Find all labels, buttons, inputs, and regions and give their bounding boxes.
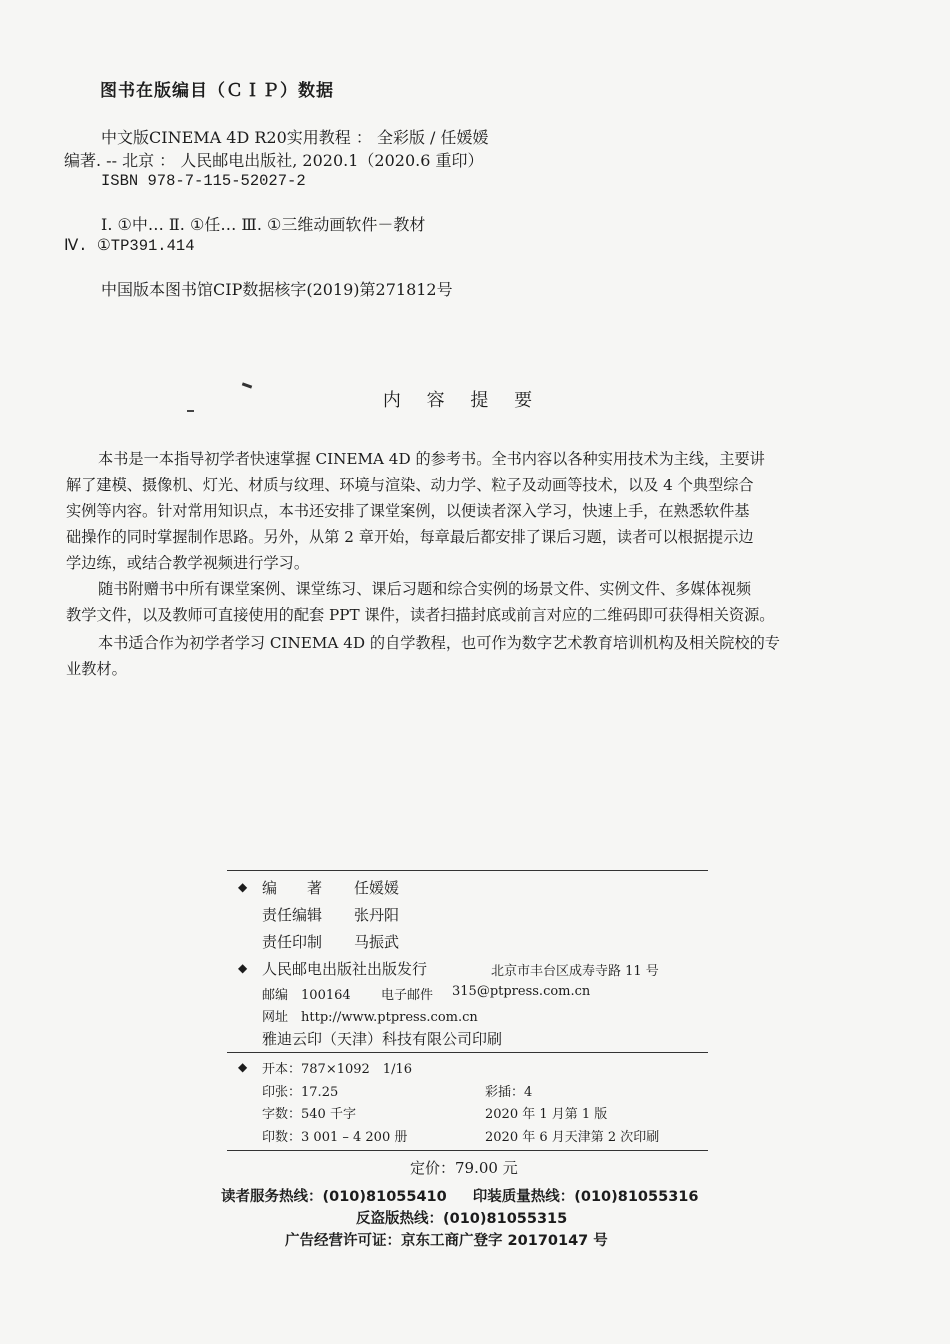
postcode-label: 邮编 xyxy=(262,988,289,1003)
summary-title: 内 容 提 要 xyxy=(382,390,543,411)
summary-line: 学边练，或结合教学视频进行学习。 xyxy=(66,554,309,572)
printer: 雅迪云印（天津）科技有限公司印刷 xyxy=(262,1030,503,1048)
postcode-line xyxy=(262,984,351,1003)
color-line xyxy=(485,1081,532,1100)
copies-value: 3 001 – 4 200 册 xyxy=(301,1130,408,1145)
web-line xyxy=(262,1006,478,1025)
summary-paragraph-2 xyxy=(66,576,860,628)
sheets-value: 17.25 xyxy=(301,1085,339,1100)
words-value: 540 千字 xyxy=(301,1107,356,1122)
format-value: 787×1092 1/16 xyxy=(301,1062,412,1077)
impression: 2020 年 6 月天津第 2 次印刷 xyxy=(485,1130,660,1145)
summary-line: 本书适合作为初学者学习 CINEMA 4D 的自学教程，也可作为数字艺术教育培训机构及相关院校的专 xyxy=(98,634,780,652)
hotline-line xyxy=(221,1185,698,1206)
author-label: 编 著 xyxy=(262,879,323,897)
editor-value: 张丹阳 xyxy=(354,906,400,924)
cip-classification-1: Ⅰ. ①中… Ⅱ. ①任… Ⅲ. ①三维动画软件－教材 xyxy=(101,215,426,234)
words-label: 字数： xyxy=(262,1107,302,1122)
copies-label: 印数： xyxy=(262,1130,302,1145)
summary-line: 实例等内容。针对常用知识点，本书还安排了课堂案例，以便读者深入学习，快速上手，在熟悉软件基 xyxy=(66,502,750,520)
cip-line-publisher: 编著. -- 北京 ： 人民邮电出版社, 2020.1（2020.6 重印） xyxy=(64,151,484,170)
publisher: 人民邮电出版社出版发行 xyxy=(262,960,428,978)
piracy-value: (010)81055315 xyxy=(443,1211,568,1227)
address: 北京市丰台区成寿寺路 11 号 xyxy=(491,964,659,979)
colophon-mid-rule xyxy=(227,1052,708,1053)
web-value: http://www.ptpress.com.cn xyxy=(301,1010,478,1025)
cip-title: 图书在版编目（ＣＩＰ）数据 xyxy=(100,81,334,101)
quality-label: 印装质量热线： xyxy=(472,1189,575,1205)
summary-line: 教学文件，以及教师可直接使用的配套 PPT 课件，读者扫描封底或前言对应的二维码即可获得相关资源。 xyxy=(66,606,775,624)
piracy-label: 反盗版热线： xyxy=(356,1211,443,1227)
format-label: 开本： xyxy=(262,1062,302,1077)
editor-label: 责任编辑 xyxy=(262,906,323,924)
cip-isbn: ISBN 978-7-115-52027-2 xyxy=(101,172,306,190)
format-line xyxy=(262,1058,412,1077)
price-line xyxy=(410,1157,518,1178)
email-label: 电子邮件 xyxy=(381,988,434,1003)
service-label: 读者服务热线： xyxy=(221,1189,323,1205)
author-value: 任媛媛 xyxy=(354,879,400,897)
printing-value: 马振武 xyxy=(354,933,400,951)
summary-line: 解了建模、摄像机、灯光、材质与纹理、环境与渲染、动力学、粒子及动画等技术，以及 4 个典型综合 xyxy=(66,476,754,494)
cip-check-number: 中国版本图书馆CIP数据核字(2019)第271812号 xyxy=(101,280,453,299)
color-label: 彩插： xyxy=(485,1085,525,1100)
service-value: (010)81055410 xyxy=(322,1189,447,1205)
summary-line: 本书是一本指导初学者快速掌握 CINEMA 4D 的参考书。全书内容以各种实用技术为主线，主要讲 xyxy=(98,450,765,468)
quality-value: (010)81055316 xyxy=(574,1189,699,1205)
piracy-line xyxy=(356,1207,567,1228)
cip-classification-2: Ⅳ. ①TP391.414 xyxy=(64,237,195,255)
web-label: 网址 xyxy=(262,1010,289,1025)
summary-line: 础操作的同时掌握制作思路。另外，从第 2 章开始，每章最后都安排了课后习题，读者可以根据提示边 xyxy=(66,528,754,546)
edition: 2020 年 1 月第 1 版 xyxy=(485,1107,608,1122)
summary-line: 业教材。 xyxy=(66,660,127,678)
email-value: 315@ptpress.com.cn xyxy=(452,984,591,999)
summary-paragraph-1 xyxy=(66,446,860,576)
words-line xyxy=(262,1103,356,1122)
bullet-icon: ◆ xyxy=(238,961,248,975)
ad-license-line xyxy=(285,1229,608,1250)
color-value: 4 xyxy=(524,1085,533,1100)
printing-label: 责任印制 xyxy=(262,933,323,951)
summary-paragraph-3 xyxy=(66,630,860,682)
colophon-top-rule xyxy=(227,870,708,871)
sheets-line xyxy=(262,1081,338,1100)
ad-license-value: 京东工商广登字 20170147 号 xyxy=(401,1233,608,1249)
postcode-value: 100164 xyxy=(301,988,351,1003)
bullet-icon: ◆ xyxy=(238,880,248,894)
price-value: 79.00 元 xyxy=(455,1159,518,1177)
copies-line xyxy=(262,1126,407,1145)
ad-license-label: 广告经营许可证： xyxy=(285,1233,401,1249)
summary-line: 随书附赠书中所有课堂案例、课堂练习、课后习题和综合实例的场景文件、实例文件、多媒体视频 xyxy=(98,580,752,598)
price-label: 定价： xyxy=(410,1159,456,1177)
cip-line-title: 中文版CINEMA 4D R20实用教程 ： 全彩版 / 任媛媛 xyxy=(101,128,489,147)
sheets-label: 印张： xyxy=(262,1085,302,1100)
bullet-icon: ◆ xyxy=(238,1060,248,1074)
colophon-bottom-rule xyxy=(227,1150,708,1151)
